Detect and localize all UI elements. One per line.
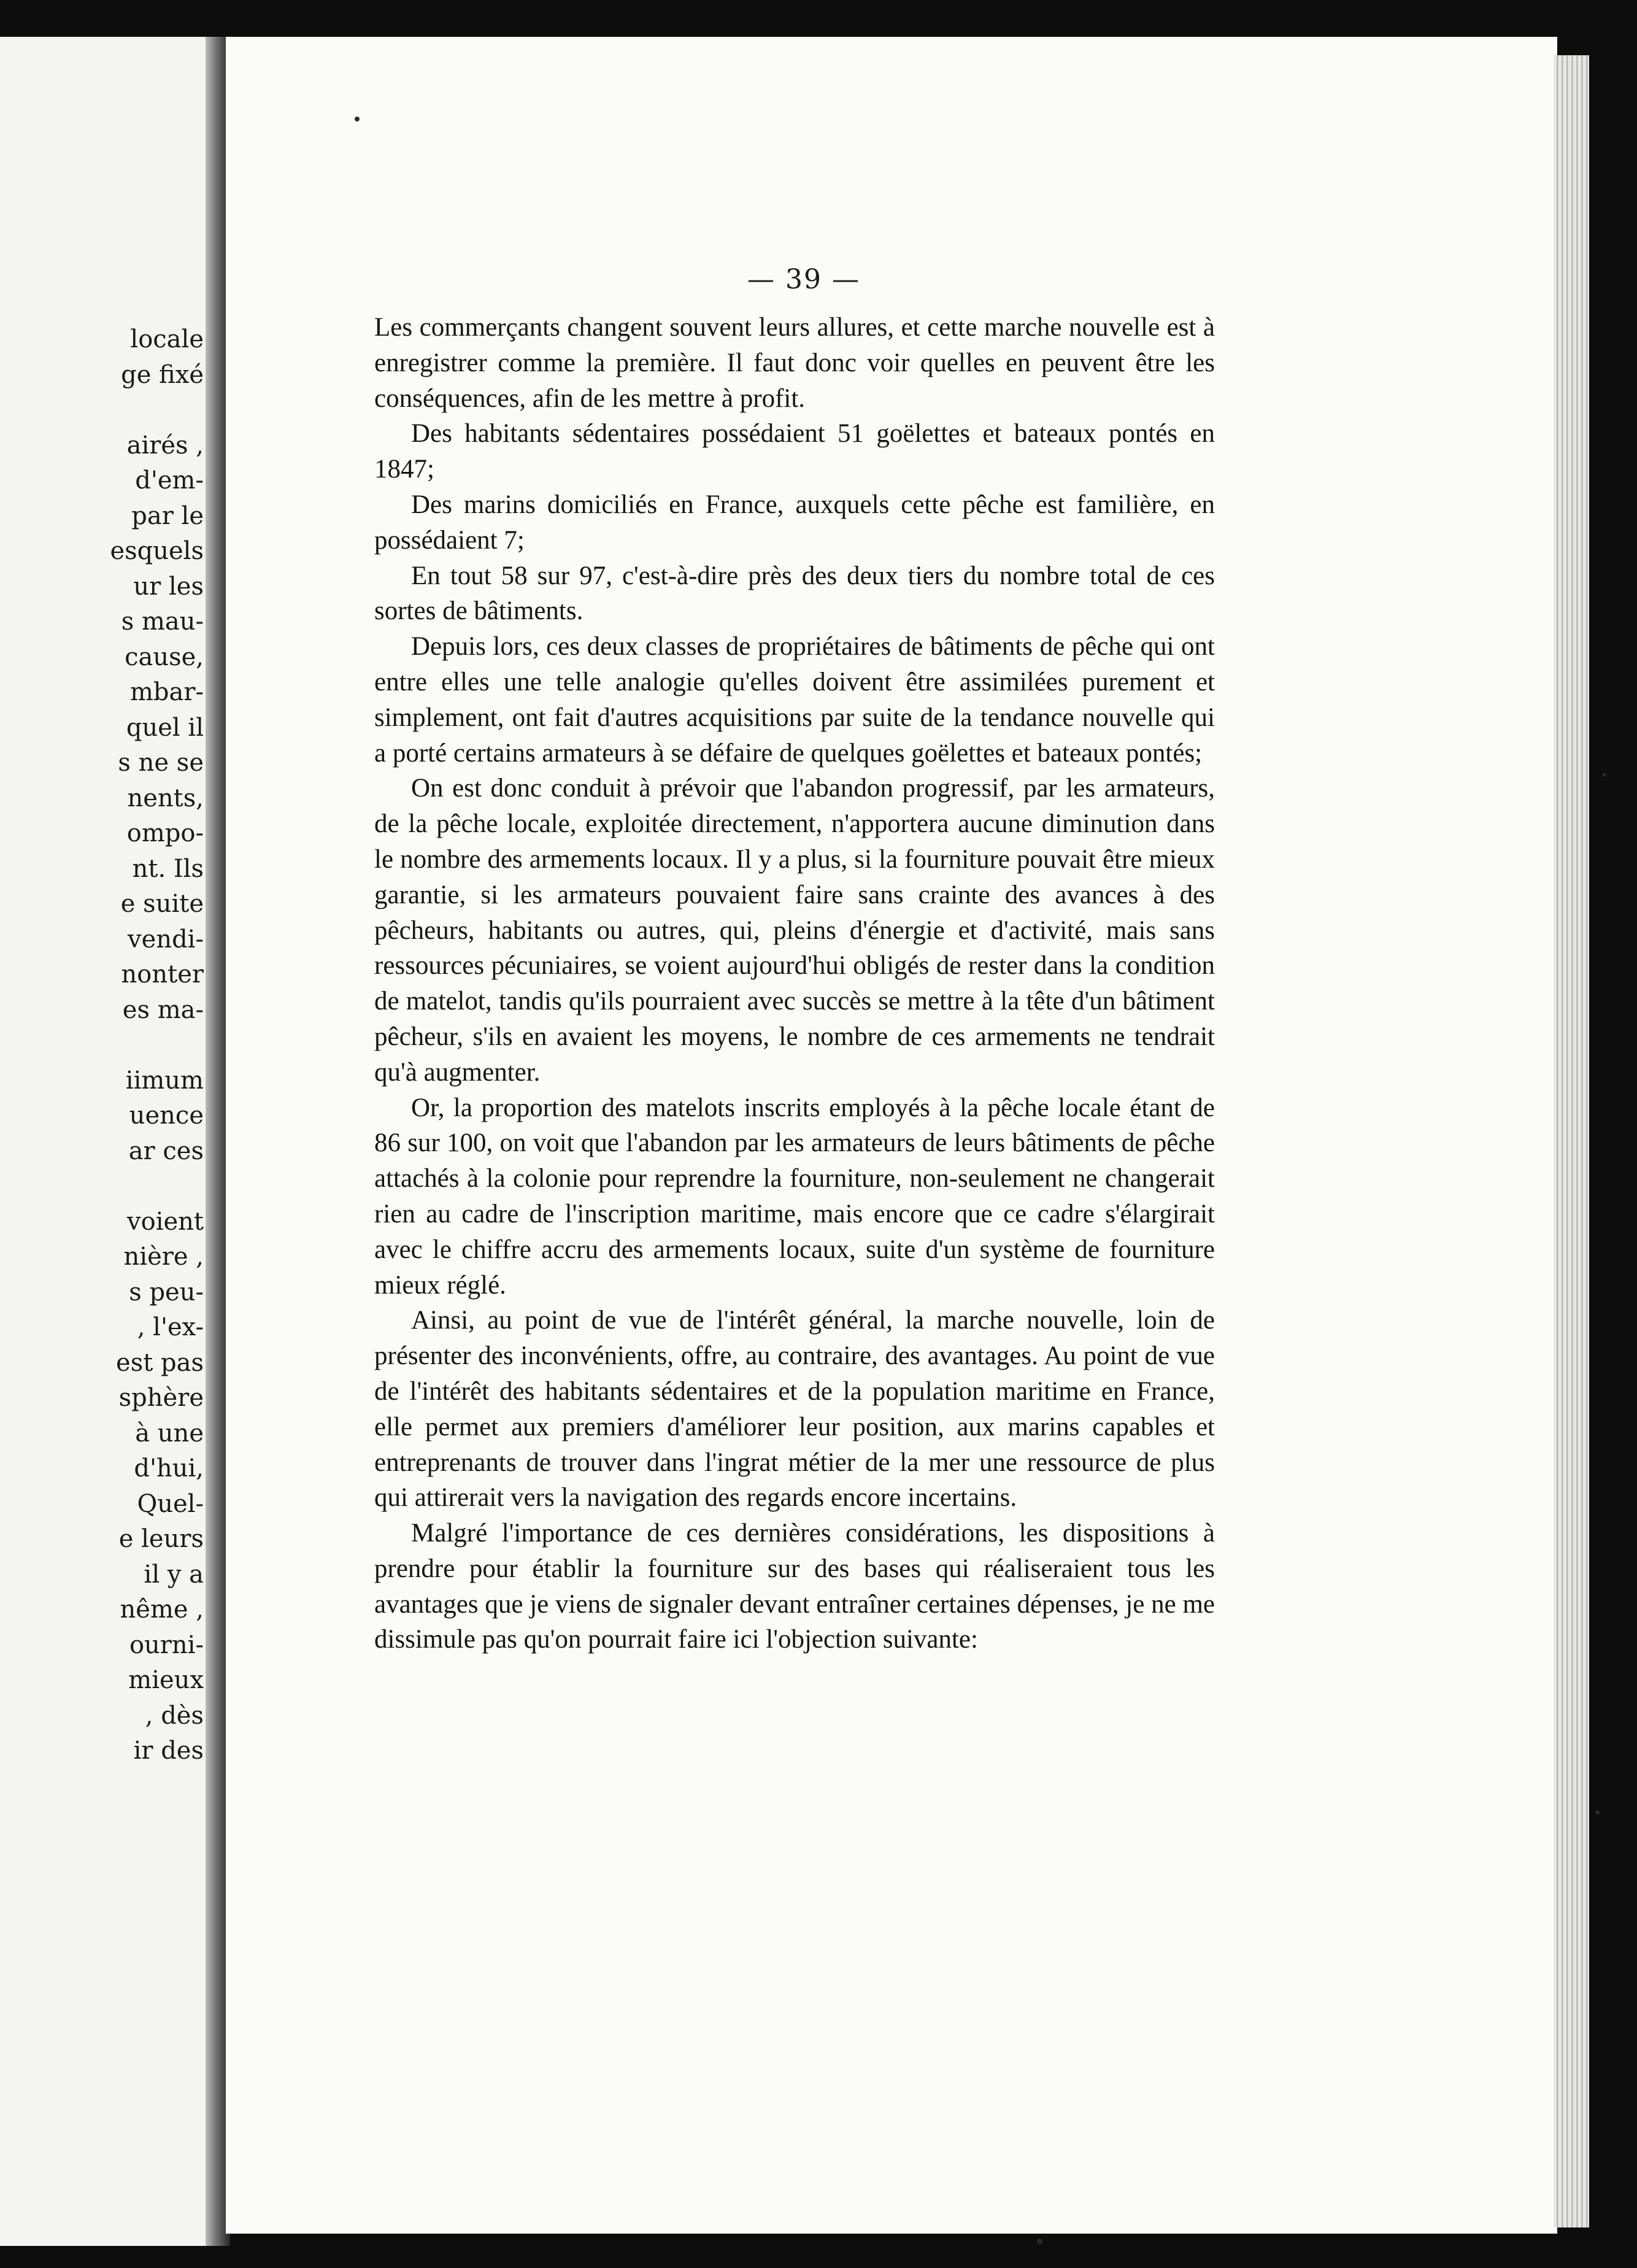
paragraph: Malgré l'importance de ces dernières considérations, les dispositions à prendre pour établir la fourniture sur des bases qui réaliseraient tous les avantages que je viens de signaler devant entraîner certaines dépenses, je ne me dissimule pas qu'on pourrait faire ici l'objection suivante: xyxy=(374,1519,1215,1654)
facing-page-line-fragment: à une xyxy=(135,1419,204,1448)
facing-page-line-fragment: Quel- xyxy=(137,1489,204,1518)
facing-page-line-fragment: airés , xyxy=(126,431,204,460)
facing-page-line-fragment: vendi- xyxy=(128,925,204,954)
scan-speck xyxy=(1603,773,1606,777)
facing-page-line-fragment: d'em- xyxy=(135,466,204,495)
facing-page-line-fragment: nière , xyxy=(123,1243,204,1271)
facing-page-line-fragment: est pas xyxy=(116,1348,204,1377)
facing-page-line-fragment: nonter xyxy=(121,960,204,989)
facing-page-line-fragment: quel il xyxy=(126,713,204,742)
facing-page xyxy=(0,37,215,2246)
facing-page-line-fragment: locale xyxy=(130,325,204,353)
paragraph: Ainsi, au point de vue de l'intérêt général, la marche nouvelle, loin de présenter des inconvénients, offre, au contraire, des avantages. Au point de vue de l'intérêt des habitants sédentaires et de la population maritime en France, elle permet aux premiers d'améliorer leur position, aux marins capables et entreprenants de trouver dans l'ingrat métier de la mer une ressource de plus qui attirerait vers la navigation des regards encore incertains. xyxy=(374,1306,1215,1513)
paragraph: On est donc conduit à prévoir que l'abandon progressif, par les armateurs, de la pêche locale, exploitée directement, n'apportera aucune diminution dans le nombre des armements locaux. Il y a plus, si la fourniture pouvait être mieux garantie, si les armateurs pouvaient faire sans crainte des avances à des pêcheurs, habitants ou autres, qui, pleins d'énergie et d'activité, mais sans ressources pécuniaires, se voient aujourd'hui obligés de rester dans la condition de matelot, tandis qu'ils pourraient avec succès se mettre à la tête d'un bâtiment pêcheur, s'ils en avaient les moyens, le nombre de ces armements ne tendrait qu'à augmenter. xyxy=(374,774,1215,1087)
page-body-text xyxy=(374,310,1215,1657)
paragraph: Or, la proportion des matelots inscrits employés à la pêche locale étant de 86 sur 100, on voit que l'abandon par les armateurs de leurs bâtiments de pêche attachés à la colonie pour reprendre la fourniture, non-seulement ne changerait rien au cadre de l'inscription maritime, mais encore que ce cadre s'élargirait avec le chiffre accru des armements locaux, suite d'un système de fourniture mieux réglé. xyxy=(374,1093,1215,1300)
page-edges xyxy=(1554,55,1589,2228)
facing-page-line-fragment: d'hui, xyxy=(134,1454,204,1483)
facing-page-line-fragment: , dès xyxy=(145,1701,204,1730)
facing-page-line-fragment: ourni- xyxy=(129,1630,204,1659)
facing-page-line-fragment: s mau- xyxy=(121,608,204,636)
scan-speck xyxy=(1037,2239,1042,2244)
facing-page-line-fragment: , l'ex- xyxy=(137,1313,204,1341)
facing-page-line-fragment: ge fixé xyxy=(121,360,204,389)
facing-page-line-fragment: ir des xyxy=(133,1737,204,1765)
facing-page-line-fragment: iimum xyxy=(125,1066,204,1095)
facing-page-line-fragment: esquels xyxy=(110,537,204,565)
scan-speck xyxy=(355,117,360,122)
facing-page-line-fragment: nents, xyxy=(127,784,204,812)
paragraph: Depuis lors, ces deux classes de propriétaires de bâtiments de pêche qui ont entre elles une telle analogie qu'elles doivent être assimilées purement et simplement, ont fait d'autres acquisitions par suite de la tendance nouvelle qui a porté certains armateurs à se défaire de quelques goëlettes et bateaux pontés; xyxy=(374,632,1215,768)
facing-page-line-fragment: nt. Ils xyxy=(132,854,204,883)
paragraph: En tout 58 sur 97, c'est-à-dire près des deux tiers du nombre total de ces sortes de bâtiments. xyxy=(374,561,1215,626)
facing-page-line-fragment: es ma- xyxy=(122,995,204,1024)
facing-page-line-fragment: voient xyxy=(127,1207,204,1236)
facing-page-line-fragment: sphère xyxy=(118,1384,204,1412)
facing-page-line-fragment: ar ces xyxy=(128,1136,204,1165)
facing-page-line-fragment: uence xyxy=(129,1101,204,1130)
facing-page-line-fragment: nême , xyxy=(120,1595,204,1624)
facing-page-line-fragment: mieux xyxy=(128,1666,204,1694)
paragraph: Des marins domiciliés en France, auxquels cette pêche est familière, en possédaient 7; xyxy=(374,490,1215,555)
facing-page-line-fragment: s ne se xyxy=(118,749,204,777)
scan-speck xyxy=(1595,1810,1600,1815)
facing-page-line-fragment: e leurs xyxy=(118,1525,204,1553)
facing-page-line-fragment: mbar- xyxy=(129,678,204,706)
facing-page-line-fragment: ur les xyxy=(133,572,204,601)
facing-page-line-fragment: cause, xyxy=(125,642,204,671)
facing-page-line-fragment: e suite xyxy=(120,890,204,918)
facing-page-line-fragment: par le xyxy=(131,501,204,530)
paragraph: Des habitants sédentaires possédaient 51 goëlettes et bateaux pontés en 1847; xyxy=(374,419,1215,484)
facing-page-line-fragment: s peu- xyxy=(129,1278,204,1306)
page-number-header: — 39 — xyxy=(747,264,860,295)
paragraph: Les commerçants changent souvent leurs allures, et cette marche nouvelle est à enregistrer comme la première. Il faut donc voir quelles en peuvent être les conséquences, afin de les mettre à profit. xyxy=(374,313,1215,413)
facing-page-line-fragment: il y a xyxy=(144,1560,204,1589)
facing-page-line-fragment: ompo- xyxy=(126,819,204,847)
